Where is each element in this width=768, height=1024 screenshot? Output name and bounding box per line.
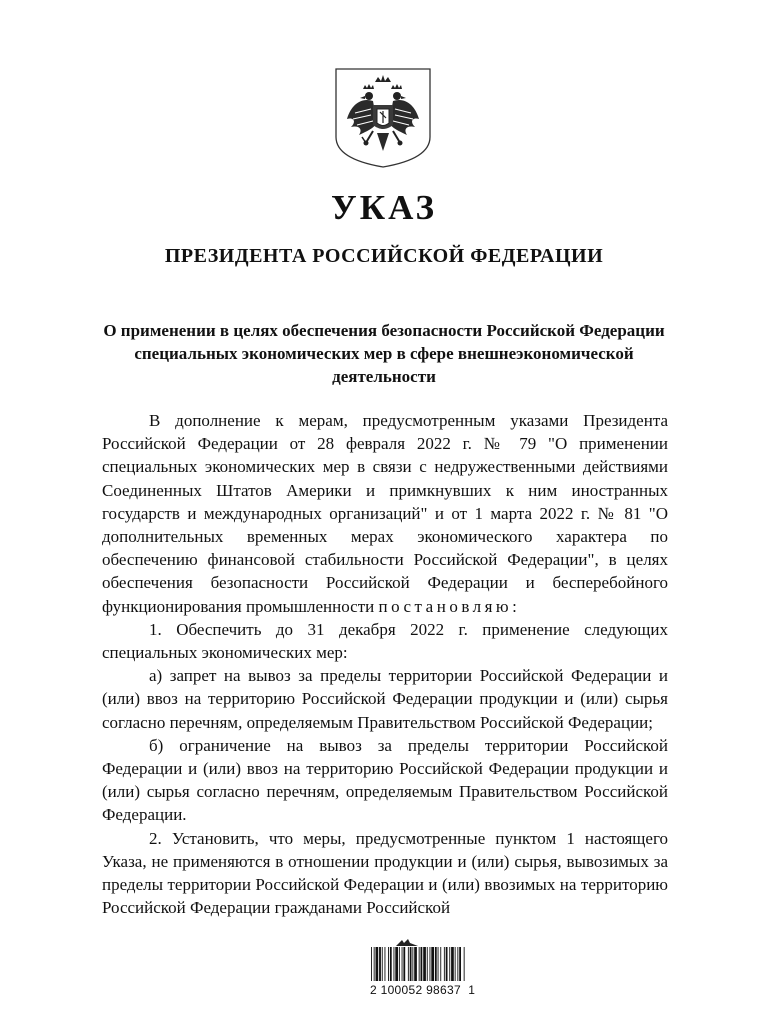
intro-paragraph <box>102 409 668 618</box>
document-barcode <box>370 938 476 998</box>
barcode-bars <box>370 947 466 981</box>
paragraph-item-2: 2. Установить, что меры, предусмотренные пунктом 1 настоящего Указа, не применяются в отношении продукции и (или) сырья, вывозимых за пределы территории Российской Федерации и (или) ввозимых на территорию Российской Федерации гражданами Российской <box>102 828 668 918</box>
paragraph-item-1b: б) ограничение на вывоз за пределы территории Российской Федерации и (или) ввоз на территорию Российской Федерации продукции и (или) сырья согласно перечням, определяемым Правительством Российской Федерации. <box>102 735 668 825</box>
decree-keyword: постановляю: <box>378 596 521 616</box>
paragraph-item-1: 1. Обеспечить до 31 декабря 2022 г. применение следующих специальных экономических мер: <box>102 619 668 663</box>
document-type: УКАЗ <box>331 188 437 227</box>
publisher-mark-icon <box>392 938 422 947</box>
document-issuer: ПРЕЗИДЕНТА РОССИЙСКОЙ ФЕДЕРАЦИИ <box>164 245 604 267</box>
intro-text: В дополнение к мерам, предусмотренным указами Президента Российской Федерации от 28 февраля 2022 г. № 79 "О применении специальных экономических мер в связи с недружественными действиями Соединенных Штатов Америки и примкнувших к ним иностранных государств и международных организаций" и от 1 марта 2022 г. № 81 "О дополнительных временных мерах экономического характера по обеспечению финансовой стабильности Российской Федерации", в целях обеспечения безопасности Российской Федерации и бесперебойного функционирования промышленности <box>102 411 668 616</box>
coat-of-arms-icon <box>333 67 433 169</box>
document-title: О применении в целях обеспечения безопасности Российской Федерации специальных экономических мер в сфере внешнеэкономической деятельности <box>103 321 665 386</box>
barcode-number: 2 100052 98637 1 <box>370 983 476 997</box>
document-body <box>102 409 668 919</box>
paragraph-item-1a: а) запрет на вывоз за пределы территории Российской Федерации и (или) ввоз на территорию Российской Федерации продукции и (или) сырья согласно перечням, определяемым Правительством Российской Федерации; <box>102 666 668 732</box>
